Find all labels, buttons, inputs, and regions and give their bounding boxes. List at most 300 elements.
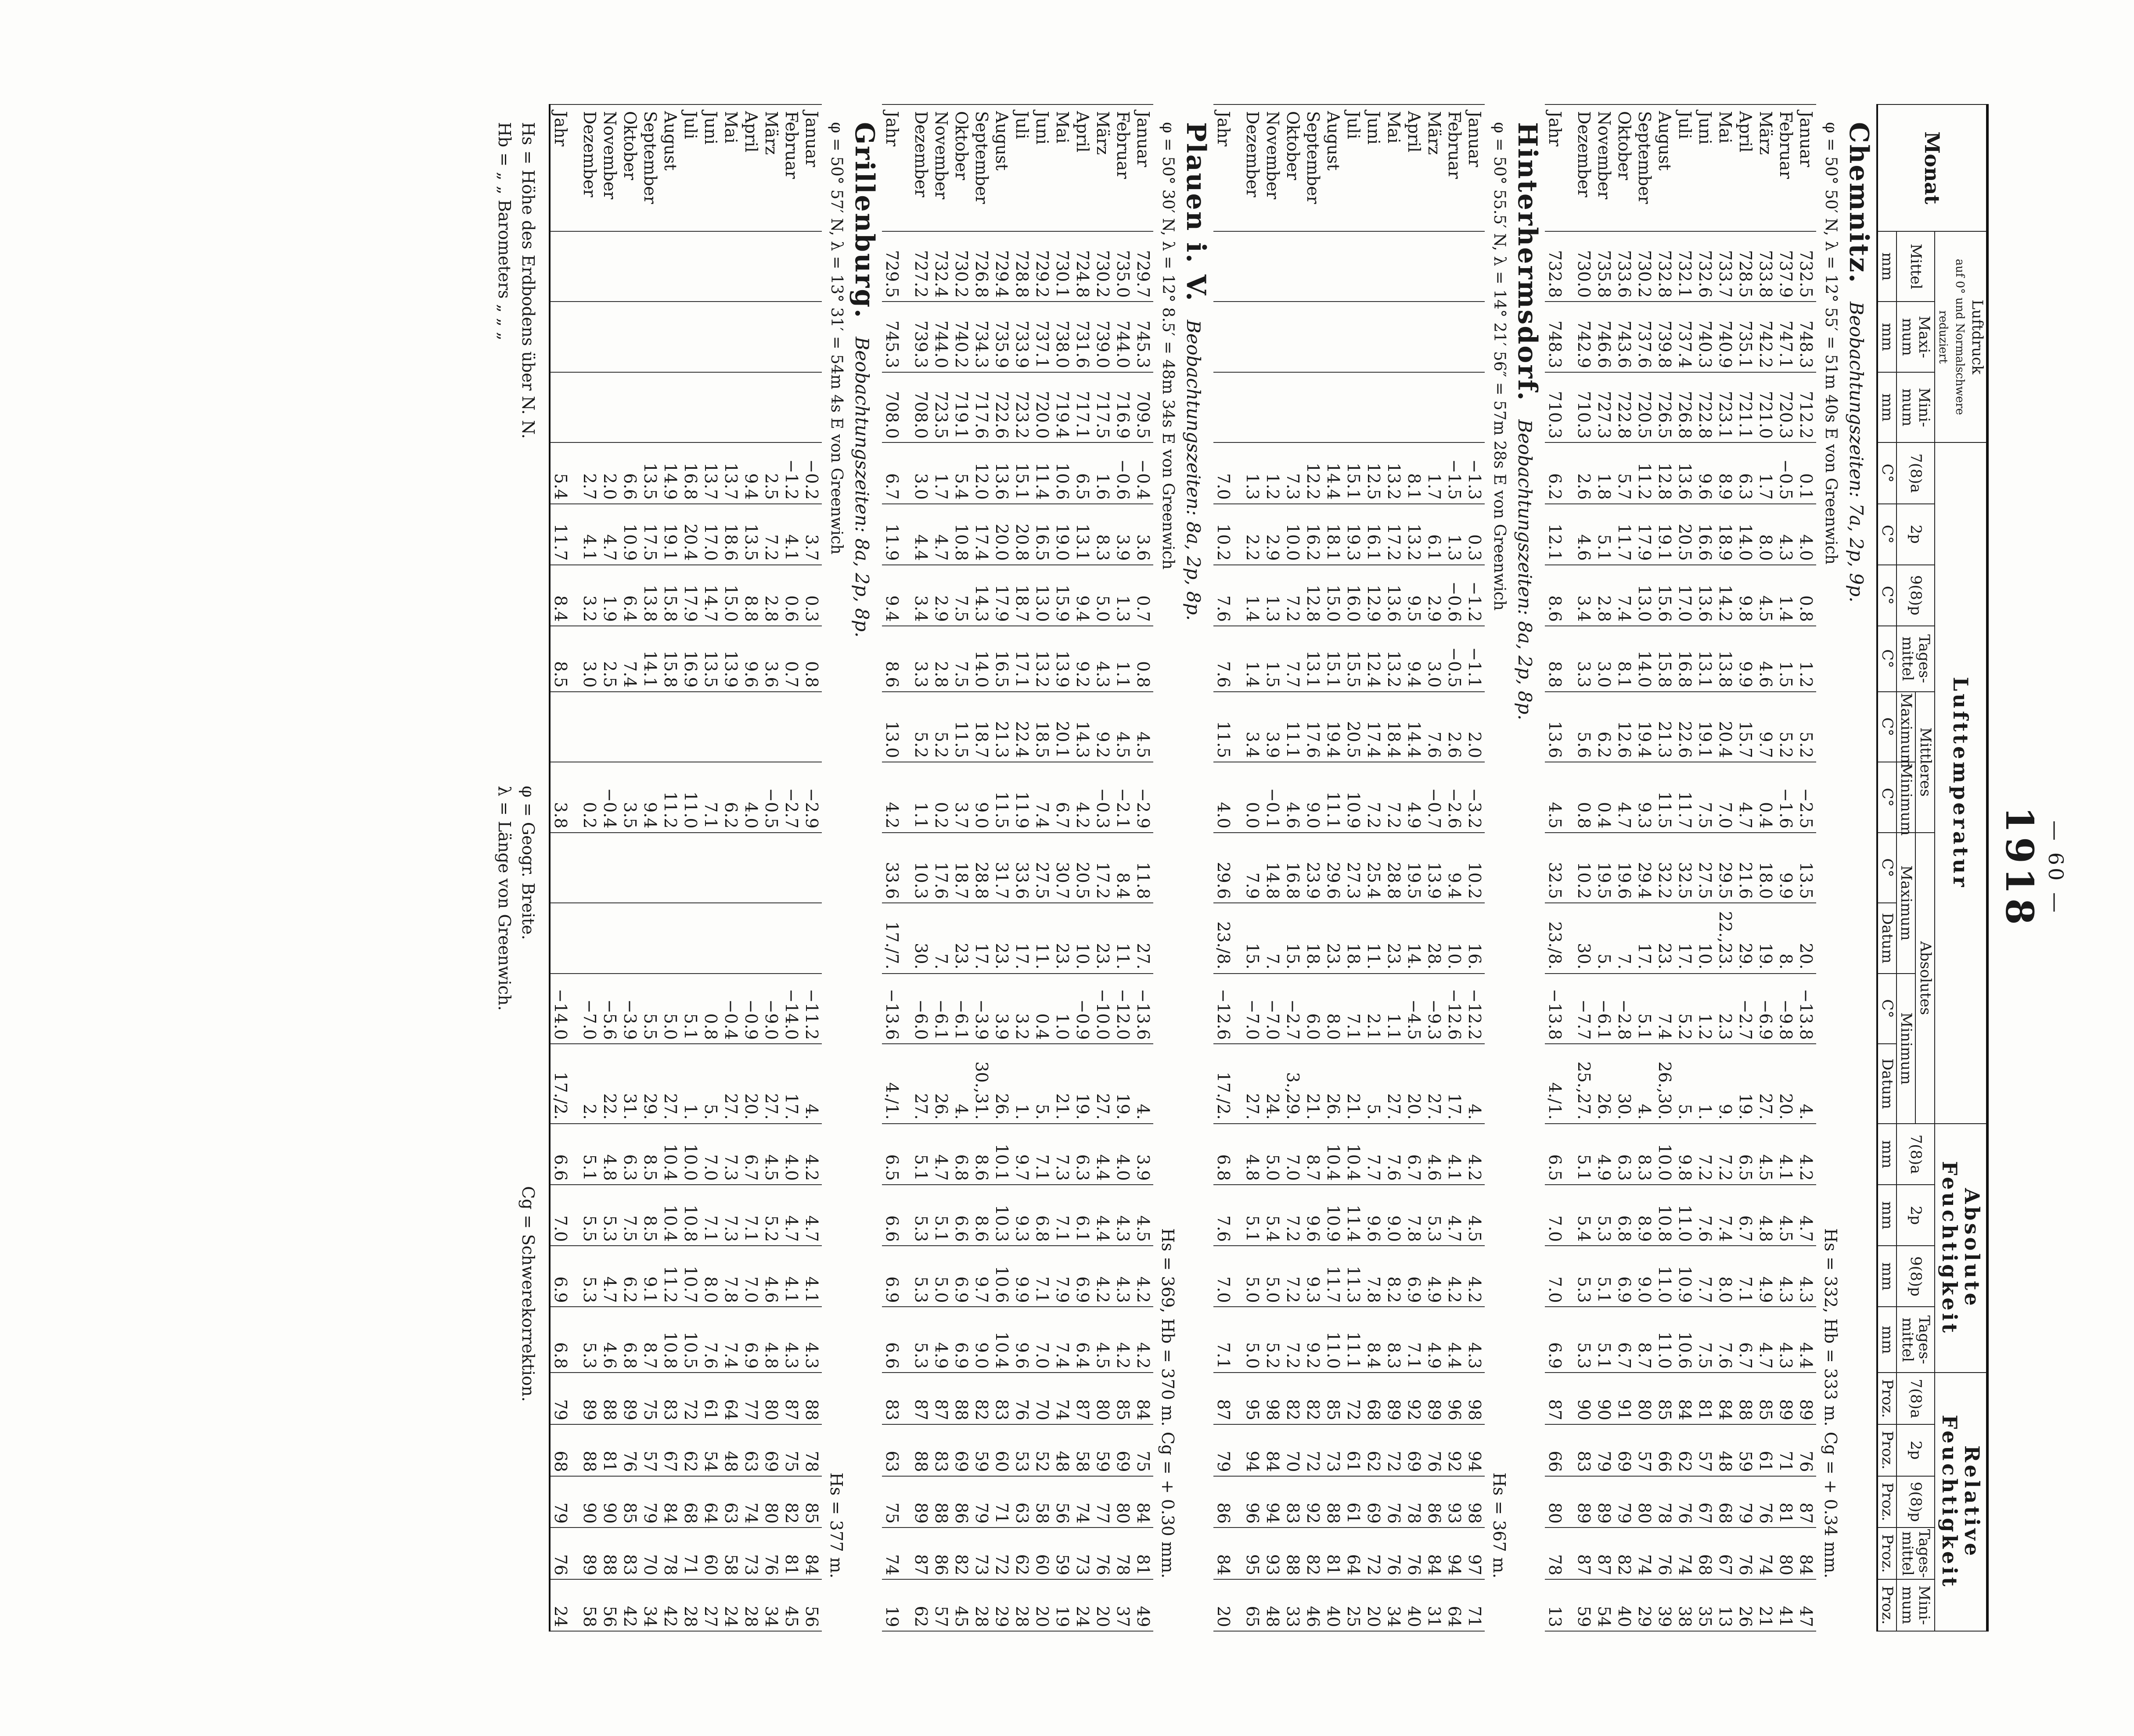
table-cell: 5.3 bbox=[579, 1246, 600, 1307]
table-cell: 64 bbox=[721, 1373, 741, 1424]
table-cell: 81 bbox=[1323, 1528, 1343, 1579]
table-cell: 19 bbox=[882, 1579, 911, 1631]
table-cell: −2.9 bbox=[1133, 762, 1153, 833]
table-cell: 4.7 bbox=[1796, 1185, 1816, 1246]
table-cell: 5.3 bbox=[1594, 1185, 1614, 1246]
table-cell: 63 bbox=[882, 1424, 911, 1476]
table-cell: 748.3 bbox=[1796, 302, 1816, 372]
table-cell bbox=[1404, 302, 1424, 372]
table-cell: −14.0 bbox=[781, 974, 802, 1044]
table-cell bbox=[1424, 302, 1444, 372]
table-cell: 4.7 bbox=[931, 504, 951, 565]
header-lufttemperatur: Lufttemperatur bbox=[1935, 442, 1987, 1124]
table-cell: 18.9 bbox=[1715, 504, 1735, 565]
table-cell: 4.4 bbox=[1093, 1124, 1113, 1185]
table-cell: 6.9 bbox=[550, 1246, 579, 1307]
table-cell: −14.0 bbox=[550, 974, 579, 1044]
table-cell: 34 bbox=[640, 1579, 660, 1631]
table-cell: 7.0 bbox=[741, 1246, 761, 1307]
table-cell: 6.8 bbox=[1213, 1124, 1242, 1185]
table-cell: 7. bbox=[1263, 903, 1283, 974]
table-cell: 737.6 bbox=[1634, 302, 1655, 372]
table-cell: 29.6 bbox=[1213, 833, 1242, 903]
table-cell: 1.3 bbox=[1242, 442, 1263, 503]
table-cell: 84 bbox=[1675, 1373, 1695, 1424]
table-cell: 9.7 bbox=[1756, 692, 1776, 762]
table-cell: 7.0 bbox=[1545, 1246, 1574, 1307]
month-row bbox=[1614, 104, 1634, 1631]
table-cell: 64 bbox=[1444, 1579, 1465, 1631]
table-cell bbox=[680, 833, 701, 903]
table-cell: 85 bbox=[1655, 1373, 1675, 1424]
table-cell: 1.3 bbox=[1444, 504, 1465, 565]
month-label: Dezember bbox=[1574, 104, 1594, 231]
table-cell: 10.4 bbox=[660, 1124, 680, 1185]
table-cell: 87 bbox=[781, 1373, 802, 1424]
table-cell: 7.0 bbox=[1213, 1246, 1242, 1307]
table-cell: 83 bbox=[931, 1424, 951, 1476]
table-cell: 10.6 bbox=[992, 1246, 1012, 1307]
table-cell: 81 bbox=[1695, 1373, 1715, 1424]
table-cell: 17. bbox=[1444, 1044, 1465, 1124]
table-cell bbox=[781, 692, 802, 762]
table-cell: 84 bbox=[660, 1476, 680, 1528]
table-cell bbox=[802, 302, 822, 372]
table-cell: 8.8 bbox=[1545, 626, 1574, 692]
table-cell: 740.2 bbox=[951, 302, 972, 372]
month-row bbox=[741, 104, 761, 1631]
table-cell: 8.5 bbox=[550, 626, 579, 692]
table-cell: 13.9 bbox=[721, 626, 741, 692]
table-cell: 21 bbox=[1756, 1579, 1776, 1631]
table-cell: 742.2 bbox=[1756, 302, 1776, 372]
month-label: Oktober bbox=[620, 104, 640, 231]
table-cell: 15.1 bbox=[1343, 442, 1364, 503]
table-cell: 88 bbox=[579, 1424, 600, 1476]
table-cell: 4.1 bbox=[781, 1246, 802, 1307]
table-cell: 8.9 bbox=[1715, 442, 1735, 503]
table-cell: 2.2 bbox=[1242, 504, 1263, 565]
table-cell: 9.6 bbox=[1695, 442, 1715, 503]
month-row bbox=[701, 104, 721, 1631]
table-cell: 5.2 bbox=[761, 1185, 781, 1246]
station-title bbox=[847, 104, 882, 1631]
table-cell: 9.2 bbox=[1303, 1307, 1323, 1373]
table-cell: 11.2 bbox=[660, 1246, 680, 1307]
table-cell: 0.8 bbox=[802, 626, 822, 692]
table-cell: 75 bbox=[1133, 1424, 1153, 1476]
table-cell: 84 bbox=[1424, 1528, 1444, 1579]
table-cell bbox=[761, 692, 781, 762]
table-cell: 61 bbox=[1343, 1476, 1364, 1528]
table-cell: 86 bbox=[1213, 1476, 1242, 1528]
table-cell: 733.6 bbox=[1614, 231, 1634, 302]
table-cell: 4.2 bbox=[1072, 762, 1093, 833]
table-cell: 4.3 bbox=[1776, 1307, 1796, 1373]
table-cell: 17. bbox=[1675, 903, 1695, 974]
table-cell: 31. bbox=[620, 1044, 640, 1124]
table-cell: 13 bbox=[1545, 1579, 1574, 1631]
table-cell: 4.6 bbox=[1574, 504, 1594, 565]
table-cell: 732.6 bbox=[1695, 231, 1715, 302]
month-row bbox=[640, 104, 660, 1631]
table-cell: 7.0 bbox=[701, 1124, 721, 1185]
table-cell: 0.1 bbox=[1796, 442, 1816, 503]
table-cell: 7.2 bbox=[761, 504, 781, 565]
table-cell: 7.8 bbox=[1404, 1185, 1424, 1246]
table-cell: 89 bbox=[1574, 1476, 1594, 1528]
table-cell: 35 bbox=[1695, 1579, 1715, 1631]
month-row bbox=[1756, 104, 1776, 1631]
table-cell: 17.4 bbox=[1364, 692, 1384, 762]
table-cell: 98 bbox=[1465, 1476, 1485, 1528]
unit-proz: Proz. bbox=[1877, 1373, 1896, 1424]
table-cell: 12.9 bbox=[1364, 565, 1384, 626]
table-cell bbox=[1444, 372, 1465, 443]
table-cell: 85 bbox=[802, 1476, 822, 1528]
table-cell bbox=[579, 692, 600, 762]
table-cell: 735.1 bbox=[1735, 302, 1756, 372]
table-cell bbox=[701, 302, 721, 372]
table-cell: 23.9 bbox=[1303, 833, 1323, 903]
table-cell: 13.8 bbox=[1715, 626, 1735, 692]
table-cell bbox=[1323, 302, 1343, 372]
station-header bbox=[1179, 104, 1213, 1631]
month-label: Dezember bbox=[911, 104, 931, 231]
table-cell: 88 bbox=[802, 1373, 822, 1424]
table-cell: −11.2 bbox=[802, 974, 822, 1044]
month-row bbox=[761, 104, 781, 1631]
table-cell: 80 bbox=[761, 1373, 781, 1424]
table-cell: 74 bbox=[882, 1528, 911, 1579]
header-tagesmittel: Tages-mittel bbox=[1896, 626, 1935, 692]
rotated-page bbox=[40, 78, 2094, 1658]
table-cell: 5.1 bbox=[1634, 974, 1655, 1044]
month-label: August bbox=[992, 104, 1012, 231]
table-cell: 4.9 bbox=[1424, 1307, 1444, 1373]
table-cell: 6.5 bbox=[1735, 1124, 1756, 1185]
table-cell: 60 bbox=[1032, 1528, 1052, 1579]
table-cell: 13.7 bbox=[701, 442, 721, 503]
month-row bbox=[1776, 104, 1796, 1631]
table-cell bbox=[741, 833, 761, 903]
table-cell: 72 bbox=[1343, 1373, 1364, 1424]
table-cell bbox=[660, 833, 680, 903]
table-cell bbox=[1303, 231, 1323, 302]
table-cell: 67 bbox=[1715, 1528, 1735, 1579]
table-cell: 9.4 bbox=[1444, 833, 1465, 903]
table-cell: 4.3 bbox=[1113, 1246, 1133, 1307]
table-cell: 5.0 bbox=[660, 974, 680, 1044]
month-row bbox=[1093, 104, 1113, 1631]
table-cell: 11.2 bbox=[660, 762, 680, 833]
month-label: Mai bbox=[1052, 104, 1072, 231]
table-cell: 7. bbox=[931, 903, 951, 974]
table-cell bbox=[1444, 302, 1465, 372]
table-cell: 14.3 bbox=[1072, 692, 1093, 762]
table-cell: 1.6 bbox=[1093, 442, 1113, 503]
table-cell: 76 bbox=[620, 1424, 640, 1476]
table-cell: 18.7 bbox=[951, 833, 972, 903]
table-cell: 4.2 bbox=[1465, 1124, 1485, 1185]
table-cell: −0.4 bbox=[600, 762, 620, 833]
table-cell: 11. bbox=[1364, 903, 1384, 974]
unit-proz: Proz. bbox=[1877, 1424, 1896, 1476]
table-cell: 94 bbox=[1465, 1424, 1485, 1476]
table-cell: 6.9 bbox=[1404, 1246, 1424, 1307]
month-label: Januar bbox=[802, 104, 822, 231]
table-cell bbox=[721, 231, 741, 302]
table-cell: 4.2 bbox=[1465, 1246, 1485, 1307]
table-cell bbox=[579, 903, 600, 974]
month-label: Juli bbox=[1012, 104, 1032, 231]
table-cell: 9.6 bbox=[741, 626, 761, 692]
table-cell: 29. bbox=[1735, 903, 1756, 974]
month-row bbox=[1133, 104, 1153, 1631]
table-cell: 66 bbox=[1545, 1424, 1574, 1476]
table-cell: 8.7 bbox=[640, 1307, 660, 1373]
table-cell: 0.6 bbox=[781, 565, 802, 626]
table-cell: 9.8 bbox=[1675, 1124, 1695, 1185]
table-cell: 10.3 bbox=[992, 1185, 1012, 1246]
table-cell: −9.3 bbox=[1424, 974, 1444, 1044]
table-cell: 7.1 bbox=[1052, 1185, 1072, 1246]
table-cell bbox=[741, 903, 761, 974]
table-cell: 730.1 bbox=[1052, 231, 1072, 302]
table-cell: 7.4 bbox=[721, 1307, 741, 1373]
table-cell: 86 bbox=[951, 1476, 972, 1528]
table-cell: 1.4 bbox=[1242, 565, 1263, 626]
table-cell: 7.1 bbox=[1032, 1124, 1052, 1185]
table-cell: 4./1. bbox=[882, 1044, 911, 1124]
table-cell: 7.7 bbox=[1364, 1124, 1384, 1185]
table-cell bbox=[1404, 372, 1424, 443]
table-cell: 76 bbox=[1093, 1528, 1113, 1579]
table-cell: 5.1 bbox=[1242, 1185, 1263, 1246]
table-cell bbox=[1343, 302, 1364, 372]
table-cell: 7.8 bbox=[721, 1246, 741, 1307]
table-cell: 3.4 bbox=[911, 565, 931, 626]
table-cell: 4.0 bbox=[781, 1124, 802, 1185]
table-cell bbox=[1303, 302, 1323, 372]
table-cell bbox=[701, 833, 721, 903]
table-cell: 10.1 bbox=[992, 1124, 1012, 1185]
table-cell: 76 bbox=[1756, 1476, 1776, 1528]
table-cell bbox=[802, 833, 822, 903]
table-cell: 8.9 bbox=[1634, 1185, 1655, 1246]
table-cell: 743.6 bbox=[1614, 302, 1634, 372]
table-cell: 10. bbox=[1444, 903, 1465, 974]
table-cell: 740.9 bbox=[1715, 302, 1735, 372]
table-cell: 2. bbox=[579, 1044, 600, 1124]
table-cell: 1.2 bbox=[1796, 626, 1816, 692]
table-cell: 3.0 bbox=[1424, 626, 1444, 692]
table-cell: 19. bbox=[1113, 1044, 1133, 1124]
table-cell bbox=[721, 302, 741, 372]
table-cell: 4.7 bbox=[1735, 762, 1756, 833]
table-cell: 82 bbox=[1283, 1373, 1303, 1424]
table-cell: 737.9 bbox=[1776, 231, 1796, 302]
table-cell: 10.0 bbox=[1655, 1124, 1675, 1185]
table-cell: 9.3 bbox=[1303, 1246, 1323, 1307]
table-cell: 40 bbox=[1614, 1579, 1634, 1631]
table-cell: 17./2. bbox=[550, 1044, 579, 1124]
table-cell: 3.0 bbox=[1594, 626, 1614, 692]
table-cell: 14. bbox=[1404, 903, 1424, 974]
table-cell bbox=[1465, 302, 1485, 372]
table-cell: 73 bbox=[972, 1528, 992, 1579]
header-t7: 7(8)a bbox=[1896, 442, 1935, 503]
month-label: Jahr bbox=[1213, 104, 1242, 231]
table-cell: 732.8 bbox=[1655, 231, 1675, 302]
table-cell: 80 bbox=[1776, 1528, 1796, 1579]
table-cell: 3.2 bbox=[579, 565, 600, 626]
table-cell: 32.5 bbox=[1675, 833, 1695, 903]
station-coordinates-row bbox=[1153, 104, 1179, 1631]
table-cell: 59 bbox=[972, 1424, 992, 1476]
table-cell: 68 bbox=[1715, 1476, 1735, 1528]
table-cell: −1.2 bbox=[1465, 565, 1485, 626]
table-cell: 9.4 bbox=[882, 565, 911, 626]
header-maximum: Maxi-mum bbox=[1896, 302, 1935, 372]
table-cell: 13.6 bbox=[1545, 692, 1574, 762]
table-cell: 717.5 bbox=[1093, 372, 1113, 443]
table-cell: 40 bbox=[1404, 1579, 1424, 1631]
table-cell bbox=[1263, 372, 1283, 443]
table-cell: 12.0 bbox=[972, 442, 992, 503]
table-cell: 5.0 bbox=[1093, 565, 1113, 626]
header-mittl-min: Minimum bbox=[1896, 762, 1915, 833]
table-cell: 17. bbox=[781, 1044, 802, 1124]
table-cell: 3.2 bbox=[1012, 974, 1032, 1044]
station-coordinates-cell bbox=[1153, 104, 1179, 1631]
table-cell: 78 bbox=[802, 1424, 822, 1476]
table-cell: 733.8 bbox=[1756, 231, 1776, 302]
table-cell: 9.0 bbox=[972, 762, 992, 833]
table-cell: 58 bbox=[721, 1528, 741, 1579]
table-cell: 16.8 bbox=[1283, 833, 1303, 903]
table-cell: 4.5 bbox=[1113, 692, 1133, 762]
table-cell: 68 bbox=[1695, 1528, 1715, 1579]
table-cell: 2.9 bbox=[931, 565, 951, 626]
table-cell bbox=[721, 372, 741, 443]
station-heights: Hs = 369, Hb = 370 m. Cg = + 0.30 mm. bbox=[1158, 1228, 1177, 1578]
table-cell: 79 bbox=[1594, 1424, 1614, 1476]
table-cell bbox=[550, 692, 579, 762]
table-cell: 2.9 bbox=[1263, 504, 1283, 565]
table-cell: 81 bbox=[1776, 1476, 1796, 1528]
table-cell: 90 bbox=[1574, 1373, 1594, 1424]
table-cell: 7.0 bbox=[1715, 762, 1735, 833]
table-cell: 78 bbox=[1655, 1476, 1675, 1528]
table-cell: 720.3 bbox=[1776, 372, 1796, 443]
table-cell: 16.9 bbox=[680, 626, 701, 692]
table-cell: 16.0 bbox=[1343, 565, 1364, 626]
table-cell: 5.1 bbox=[1594, 1307, 1614, 1373]
table-cell: 5.1 bbox=[680, 974, 701, 1044]
table-cell: 4.9 bbox=[931, 1307, 951, 1373]
table-cell: 0.4 bbox=[1756, 762, 1776, 833]
table-cell: 18.0 bbox=[1756, 833, 1776, 903]
table-cell: 83 bbox=[1574, 1424, 1594, 1476]
table-cell: 72 bbox=[1303, 1424, 1323, 1476]
table-cell: 726.5 bbox=[1655, 372, 1675, 443]
table-cell: 748.3 bbox=[1545, 302, 1574, 372]
table-cell: 92 bbox=[1303, 1476, 1323, 1528]
table-cell: 8.0 bbox=[1756, 504, 1776, 565]
station-heights: Hs = 367 m. bbox=[1489, 1472, 1509, 1578]
table-cell: 7.3 bbox=[721, 1124, 741, 1185]
table-cell: 5.2 bbox=[911, 692, 931, 762]
table-cell bbox=[620, 372, 640, 443]
header-rf-tagesmittel: Tages-mittel bbox=[1896, 1528, 1935, 1579]
table-cell: −0.5 bbox=[1776, 442, 1796, 503]
table-cell: 21. bbox=[1343, 1044, 1364, 1124]
table-cell bbox=[550, 372, 579, 443]
table-cell: 7.6 bbox=[1213, 565, 1242, 626]
table-cell: 6.6 bbox=[951, 1185, 972, 1246]
table-cell: 9.7 bbox=[972, 1246, 992, 1307]
month-row bbox=[1655, 104, 1675, 1631]
table-cell: 9.6 bbox=[1364, 1185, 1384, 1246]
table-cell: 6.2 bbox=[1545, 442, 1574, 503]
table-cell: 18.6 bbox=[721, 504, 741, 565]
table-cell: 4.6 bbox=[1756, 626, 1776, 692]
table-cell: 17.9 bbox=[992, 565, 1012, 626]
table-cell: 729.5 bbox=[882, 231, 911, 302]
table-cell bbox=[1465, 372, 1485, 443]
station-name: Hinterhermsdorf. bbox=[1511, 122, 1543, 402]
table-cell: 5. bbox=[701, 1044, 721, 1124]
table-cell: 59 bbox=[1735, 1424, 1756, 1476]
table-cell: −0.5 bbox=[761, 762, 781, 833]
table-cell: 27. bbox=[911, 1044, 931, 1124]
table-cell: 3.,29. bbox=[1283, 1044, 1303, 1124]
table-cell: 7.2 bbox=[1715, 1124, 1735, 1185]
table-cell: 4.7 bbox=[600, 1246, 620, 1307]
station-observation-times: Beobachtungszeiten: 8a, 2p, 8p. bbox=[1182, 320, 1204, 621]
table-cell: 11.3 bbox=[1343, 1246, 1364, 1307]
table-cell: 11.0 bbox=[680, 762, 701, 833]
month-label: Dezember bbox=[579, 104, 600, 231]
header-af-t2: 2p bbox=[1896, 1185, 1935, 1246]
station-observation-times: Beobachtungszeiten: 8a, 2p, 8p. bbox=[1514, 419, 1536, 720]
table-cell: 4.3 bbox=[802, 1307, 822, 1373]
table-cell: 16.5 bbox=[992, 626, 1012, 692]
table-cell: 84 bbox=[1715, 1373, 1735, 1424]
table-cell: 8.0 bbox=[1323, 974, 1343, 1044]
table-cell: 32.5 bbox=[1545, 833, 1574, 903]
table-cell: 5.0 bbox=[1242, 1307, 1263, 1373]
month-row bbox=[680, 104, 701, 1631]
table-cell: 38 bbox=[1675, 1579, 1695, 1631]
table-cell: 3.0 bbox=[911, 442, 931, 503]
table-cell bbox=[701, 692, 721, 762]
table-cell: 735.9 bbox=[992, 302, 1012, 372]
table-cell: 11.0 bbox=[1323, 1307, 1343, 1373]
table-cell: 48 bbox=[1052, 1424, 1072, 1476]
table-cell: 96 bbox=[1444, 1373, 1465, 1424]
table-cell bbox=[701, 903, 721, 974]
table-cell: 732.5 bbox=[1796, 231, 1816, 302]
table-cell bbox=[1283, 231, 1303, 302]
table-cell: 17.1 bbox=[1012, 626, 1032, 692]
table-cell bbox=[1424, 372, 1444, 443]
month-label: Mai bbox=[1715, 104, 1735, 231]
table-cell: 6.6 bbox=[620, 442, 640, 503]
table-cell: 9.6 bbox=[1012, 1307, 1032, 1373]
table-cell: 59 bbox=[1093, 1424, 1113, 1476]
